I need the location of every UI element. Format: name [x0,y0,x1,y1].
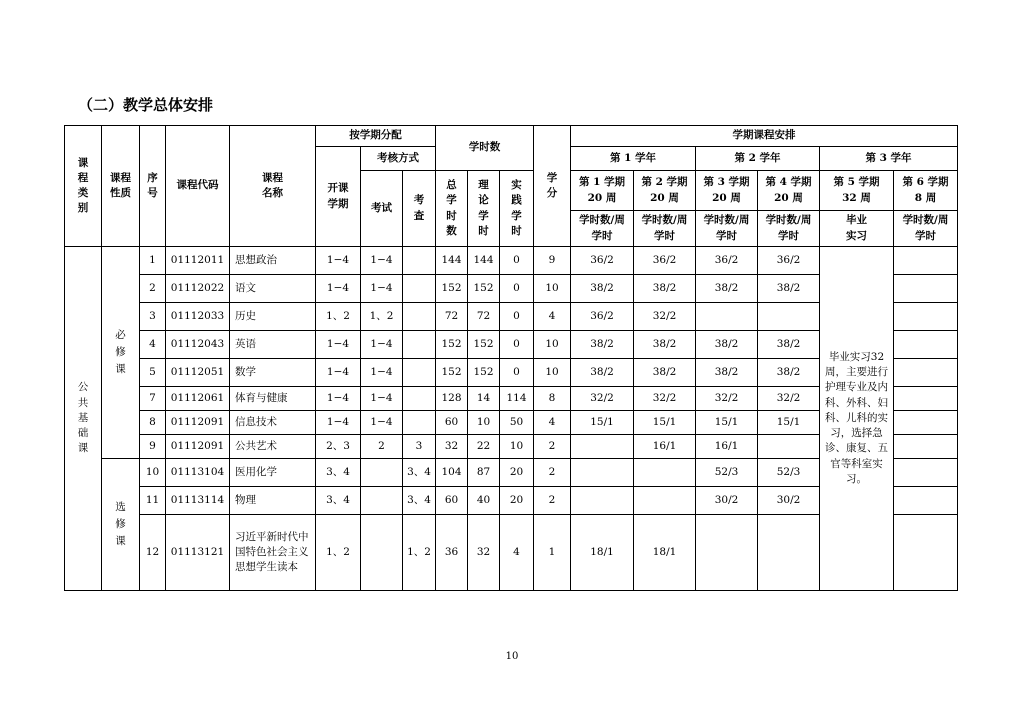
cell-sem3: 15/1 [696,411,758,435]
cell-sem6 [894,487,958,515]
header-credit: 学分 [534,126,571,247]
header-year1: 第 1 学年 [571,147,696,171]
cell-seq: 12 [140,515,166,591]
cell-sem3: 38/2 [696,275,758,303]
cell-credit: 2 [534,435,571,459]
table-row [65,247,958,275]
cell-credit: 10 [534,359,571,387]
cell-sem6 [894,411,958,435]
cell-theory-hours: 152 [468,275,500,303]
cell-credit: 4 [534,411,571,435]
cell-sem1: 38/2 [571,331,634,359]
header-check: 考查 [403,171,436,247]
header-hours: 学时数 [436,126,534,171]
cell-exam: 1−4 [361,331,403,359]
cell-sem6 [894,459,958,487]
cell-exam: 1−4 [361,359,403,387]
cell-seq: 5 [140,359,166,387]
cell-total-hours: 36 [436,515,468,591]
cell-code: 01112022 [166,275,230,303]
cell-open-semester: 1−4 [316,247,361,275]
cell-sem3: 52/3 [696,459,758,487]
category-cell: 公共基础课 [65,247,102,591]
cell-course-name: 习近平新时代中国特色社会主义思想学生读本 [230,515,316,591]
cell-check [403,303,436,331]
cell-check: 3、4 [403,487,436,515]
cell-theory-hours: 40 [468,487,500,515]
cell-check [403,331,436,359]
cell-sem2: 38/2 [634,359,696,387]
cell-sem1: 38/2 [571,359,634,387]
cell-code: 01112011 [166,247,230,275]
header-hpw-1: 学时数/周学时 [571,211,634,247]
cell-exam [361,459,403,487]
cell-sem3: 16/1 [696,435,758,459]
cell-seq: 7 [140,387,166,411]
cell-sem1: 38/2 [571,275,634,303]
cell-sem1: 18/1 [571,515,634,591]
cell-credit: 9 [534,247,571,275]
header-sem6: 第 6 学期 8 周 [894,171,958,211]
cell-open-semester: 2、3 [316,435,361,459]
cell-code: 01113121 [166,515,230,591]
cell-total-hours: 72 [436,303,468,331]
header-total-hours: 总学时数 [436,171,468,247]
cell-practice-hours: 0 [500,359,534,387]
cell-sem4: 36/2 [758,247,820,275]
cell-theory-hours: 152 [468,359,500,387]
cell-check [403,387,436,411]
internship-note: 毕业实习32周，主要进行护理专业及内科、外科、妇科、儿科的实习，选择急诊、康复、五官等科室实习。 [820,247,894,591]
header-hpw-6: 学时数/周学时 [894,211,958,247]
cell-total-hours: 152 [436,359,468,387]
cell-theory-hours: 10 [468,411,500,435]
header-nature: 课程性质 [102,126,140,247]
cell-sem1 [571,435,634,459]
cell-seq: 1 [140,247,166,275]
section-heading: （二）教学总体安排 [78,96,214,114]
cell-theory-hours: 87 [468,459,500,487]
cell-practice-hours: 4 [500,515,534,591]
cell-exam: 1−4 [361,275,403,303]
header-sem1: 第 1 学期 20 周 [571,171,634,211]
cell-sem4: 38/2 [758,331,820,359]
cell-check: 3、4 [403,459,436,487]
cell-sem6 [894,435,958,459]
cell-sem6 [894,515,958,591]
cell-sem2: 16/1 [634,435,696,459]
cell-sem4: 38/2 [758,359,820,387]
cell-sem6 [894,359,958,387]
cell-code: 01112091 [166,411,230,435]
cell-sem2: 36/2 [634,247,696,275]
cell-check [403,359,436,387]
cell-total-hours: 144 [436,247,468,275]
cell-code: 01112033 [166,303,230,331]
cell-sem6 [894,331,958,359]
cell-exam: 1−4 [361,411,403,435]
cell-sem4 [758,515,820,591]
cell-practice-hours: 50 [500,411,534,435]
cell-sem6 [894,275,958,303]
cell-sem4: 30/2 [758,487,820,515]
cell-exam: 1−4 [361,247,403,275]
cell-sem3: 36/2 [696,247,758,275]
cell-credit: 2 [534,459,571,487]
cell-sem2: 38/2 [634,331,696,359]
cell-sem3 [696,303,758,331]
cell-course-name: 语文 [230,275,316,303]
cell-seq: 3 [140,303,166,331]
header-hpw-4: 学时数/周学时 [758,211,820,247]
header-sem5: 第 5 学期 32 周 [820,171,894,211]
cell-open-semester: 1−4 [316,331,361,359]
cell-exam: 1−4 [361,387,403,411]
cell-theory-hours: 152 [468,331,500,359]
cell-code: 01112043 [166,331,230,359]
cell-course-name: 公共艺术 [230,435,316,459]
cell-sem3 [696,515,758,591]
cell-open-semester: 1−4 [316,387,361,411]
cell-practice-hours: 0 [500,247,534,275]
header-sem2: 第 2 学期 20 周 [634,171,696,211]
cell-sem4: 38/2 [758,275,820,303]
cell-exam [361,487,403,515]
teaching-plan-table [64,125,958,591]
cell-practice-hours: 20 [500,459,534,487]
cell-total-hours: 60 [436,487,468,515]
cell-seq: 8 [140,411,166,435]
cell-theory-hours: 22 [468,435,500,459]
cell-sem1: 36/2 [571,247,634,275]
cell-check [403,247,436,275]
cell-sem6 [894,247,958,275]
cell-total-hours: 128 [436,387,468,411]
header-hpw-2: 学时数/周学时 [634,211,696,247]
cell-course-name: 思想政治 [230,247,316,275]
header-year3: 第 3 学年 [820,147,958,171]
cell-open-semester: 1、2 [316,515,361,591]
cell-sem4: 32/2 [758,387,820,411]
cell-course-name: 医用化学 [230,459,316,487]
cell-credit: 8 [534,387,571,411]
cell-course-name: 数学 [230,359,316,387]
cell-sem1: 32/2 [571,387,634,411]
header-open-semester: 开课学期 [316,147,361,247]
cell-check [403,411,436,435]
cell-theory-hours: 14 [468,387,500,411]
cell-practice-hours: 114 [500,387,534,411]
cell-seq: 9 [140,435,166,459]
cell-total-hours: 152 [436,331,468,359]
cell-open-semester: 1、2 [316,303,361,331]
cell-theory-hours: 72 [468,303,500,331]
cell-sem2: 38/2 [634,275,696,303]
cell-theory-hours: 32 [468,515,500,591]
header-category: 课程类别 [65,126,102,247]
cell-sem3: 38/2 [696,331,758,359]
cell-sem3: 38/2 [696,359,758,387]
header-sem4: 第 4 学期 20 周 [758,171,820,211]
cell-check [403,275,436,303]
header-year2: 第 2 学年 [696,147,820,171]
header-seq: 序号 [140,126,166,247]
cell-exam: 1、2 [361,303,403,331]
cell-sem2 [634,459,696,487]
cell-sem2: 32/2 [634,303,696,331]
cell-open-semester: 1−4 [316,275,361,303]
cell-practice-hours: 10 [500,435,534,459]
page-number: 10 [505,651,519,662]
cell-credit: 10 [534,275,571,303]
cell-course-name: 历史 [230,303,316,331]
cell-code: 01112051 [166,359,230,387]
cell-course-name: 英语 [230,331,316,359]
cell-course-name: 体育与健康 [230,387,316,411]
cell-sem6 [894,303,958,331]
header-name: 课程名称 [230,126,316,247]
cell-sem2: 18/1 [634,515,696,591]
cell-total-hours: 32 [436,435,468,459]
cell-course-name: 物理 [230,487,316,515]
cell-exam: 2 [361,435,403,459]
cell-sem3: 30/2 [696,487,758,515]
header-exam: 考试 [361,171,403,247]
cell-code: 01112091 [166,435,230,459]
cell-sem4 [758,303,820,331]
cell-credit: 4 [534,303,571,331]
cell-open-semester: 1−4 [316,359,361,387]
cell-practice-hours: 20 [500,487,534,515]
cell-exam [361,515,403,591]
cell-course-name: 信息技术 [230,411,316,435]
cell-open-semester: 1−4 [316,411,361,435]
cell-total-hours: 60 [436,411,468,435]
cell-credit: 2 [534,487,571,515]
cell-seq: 10 [140,459,166,487]
cell-sem1 [571,487,634,515]
cell-sem1: 36/2 [571,303,634,331]
cell-check: 1、2 [403,515,436,591]
cell-theory-hours: 144 [468,247,500,275]
cell-code: 01112061 [166,387,230,411]
cell-practice-hours: 0 [500,303,534,331]
header-code: 课程代码 [166,126,230,247]
header-hpw-3: 学时数/周学时 [696,211,758,247]
cell-open-semester: 3、4 [316,459,361,487]
header-semester-dist: 按学期分配 [316,126,436,147]
elective-cell: 选修课 [102,459,140,591]
cell-seq: 11 [140,487,166,515]
cell-code: 01113114 [166,487,230,515]
cell-seq: 2 [140,275,166,303]
cell-credit: 10 [534,331,571,359]
header-graduation-internship: 毕业实习 [820,211,894,247]
header-schedule: 学期课程安排 [571,126,958,147]
cell-code: 01113104 [166,459,230,487]
cell-sem4 [758,435,820,459]
header-assessment: 考核方式 [361,147,436,171]
required-cell: 必修课 [102,247,140,459]
cell-practice-hours: 0 [500,331,534,359]
cell-sem4: 52/3 [758,459,820,487]
cell-sem3: 32/2 [696,387,758,411]
cell-open-semester: 3、4 [316,487,361,515]
cell-sem2: 15/1 [634,411,696,435]
cell-seq: 4 [140,331,166,359]
cell-sem2 [634,487,696,515]
header-practice-hours: 实践学时 [500,171,534,247]
cell-sem1: 15/1 [571,411,634,435]
cell-sem4: 15/1 [758,411,820,435]
cell-practice-hours: 0 [500,275,534,303]
cell-total-hours: 152 [436,275,468,303]
cell-sem1 [571,459,634,487]
header-sem3: 第 3 学期 20 周 [696,171,758,211]
cell-credit: 1 [534,515,571,591]
cell-sem2: 32/2 [634,387,696,411]
header-theory-hours: 理论学时 [468,171,500,247]
cell-total-hours: 104 [436,459,468,487]
cell-check: 3 [403,435,436,459]
cell-sem6 [894,387,958,411]
